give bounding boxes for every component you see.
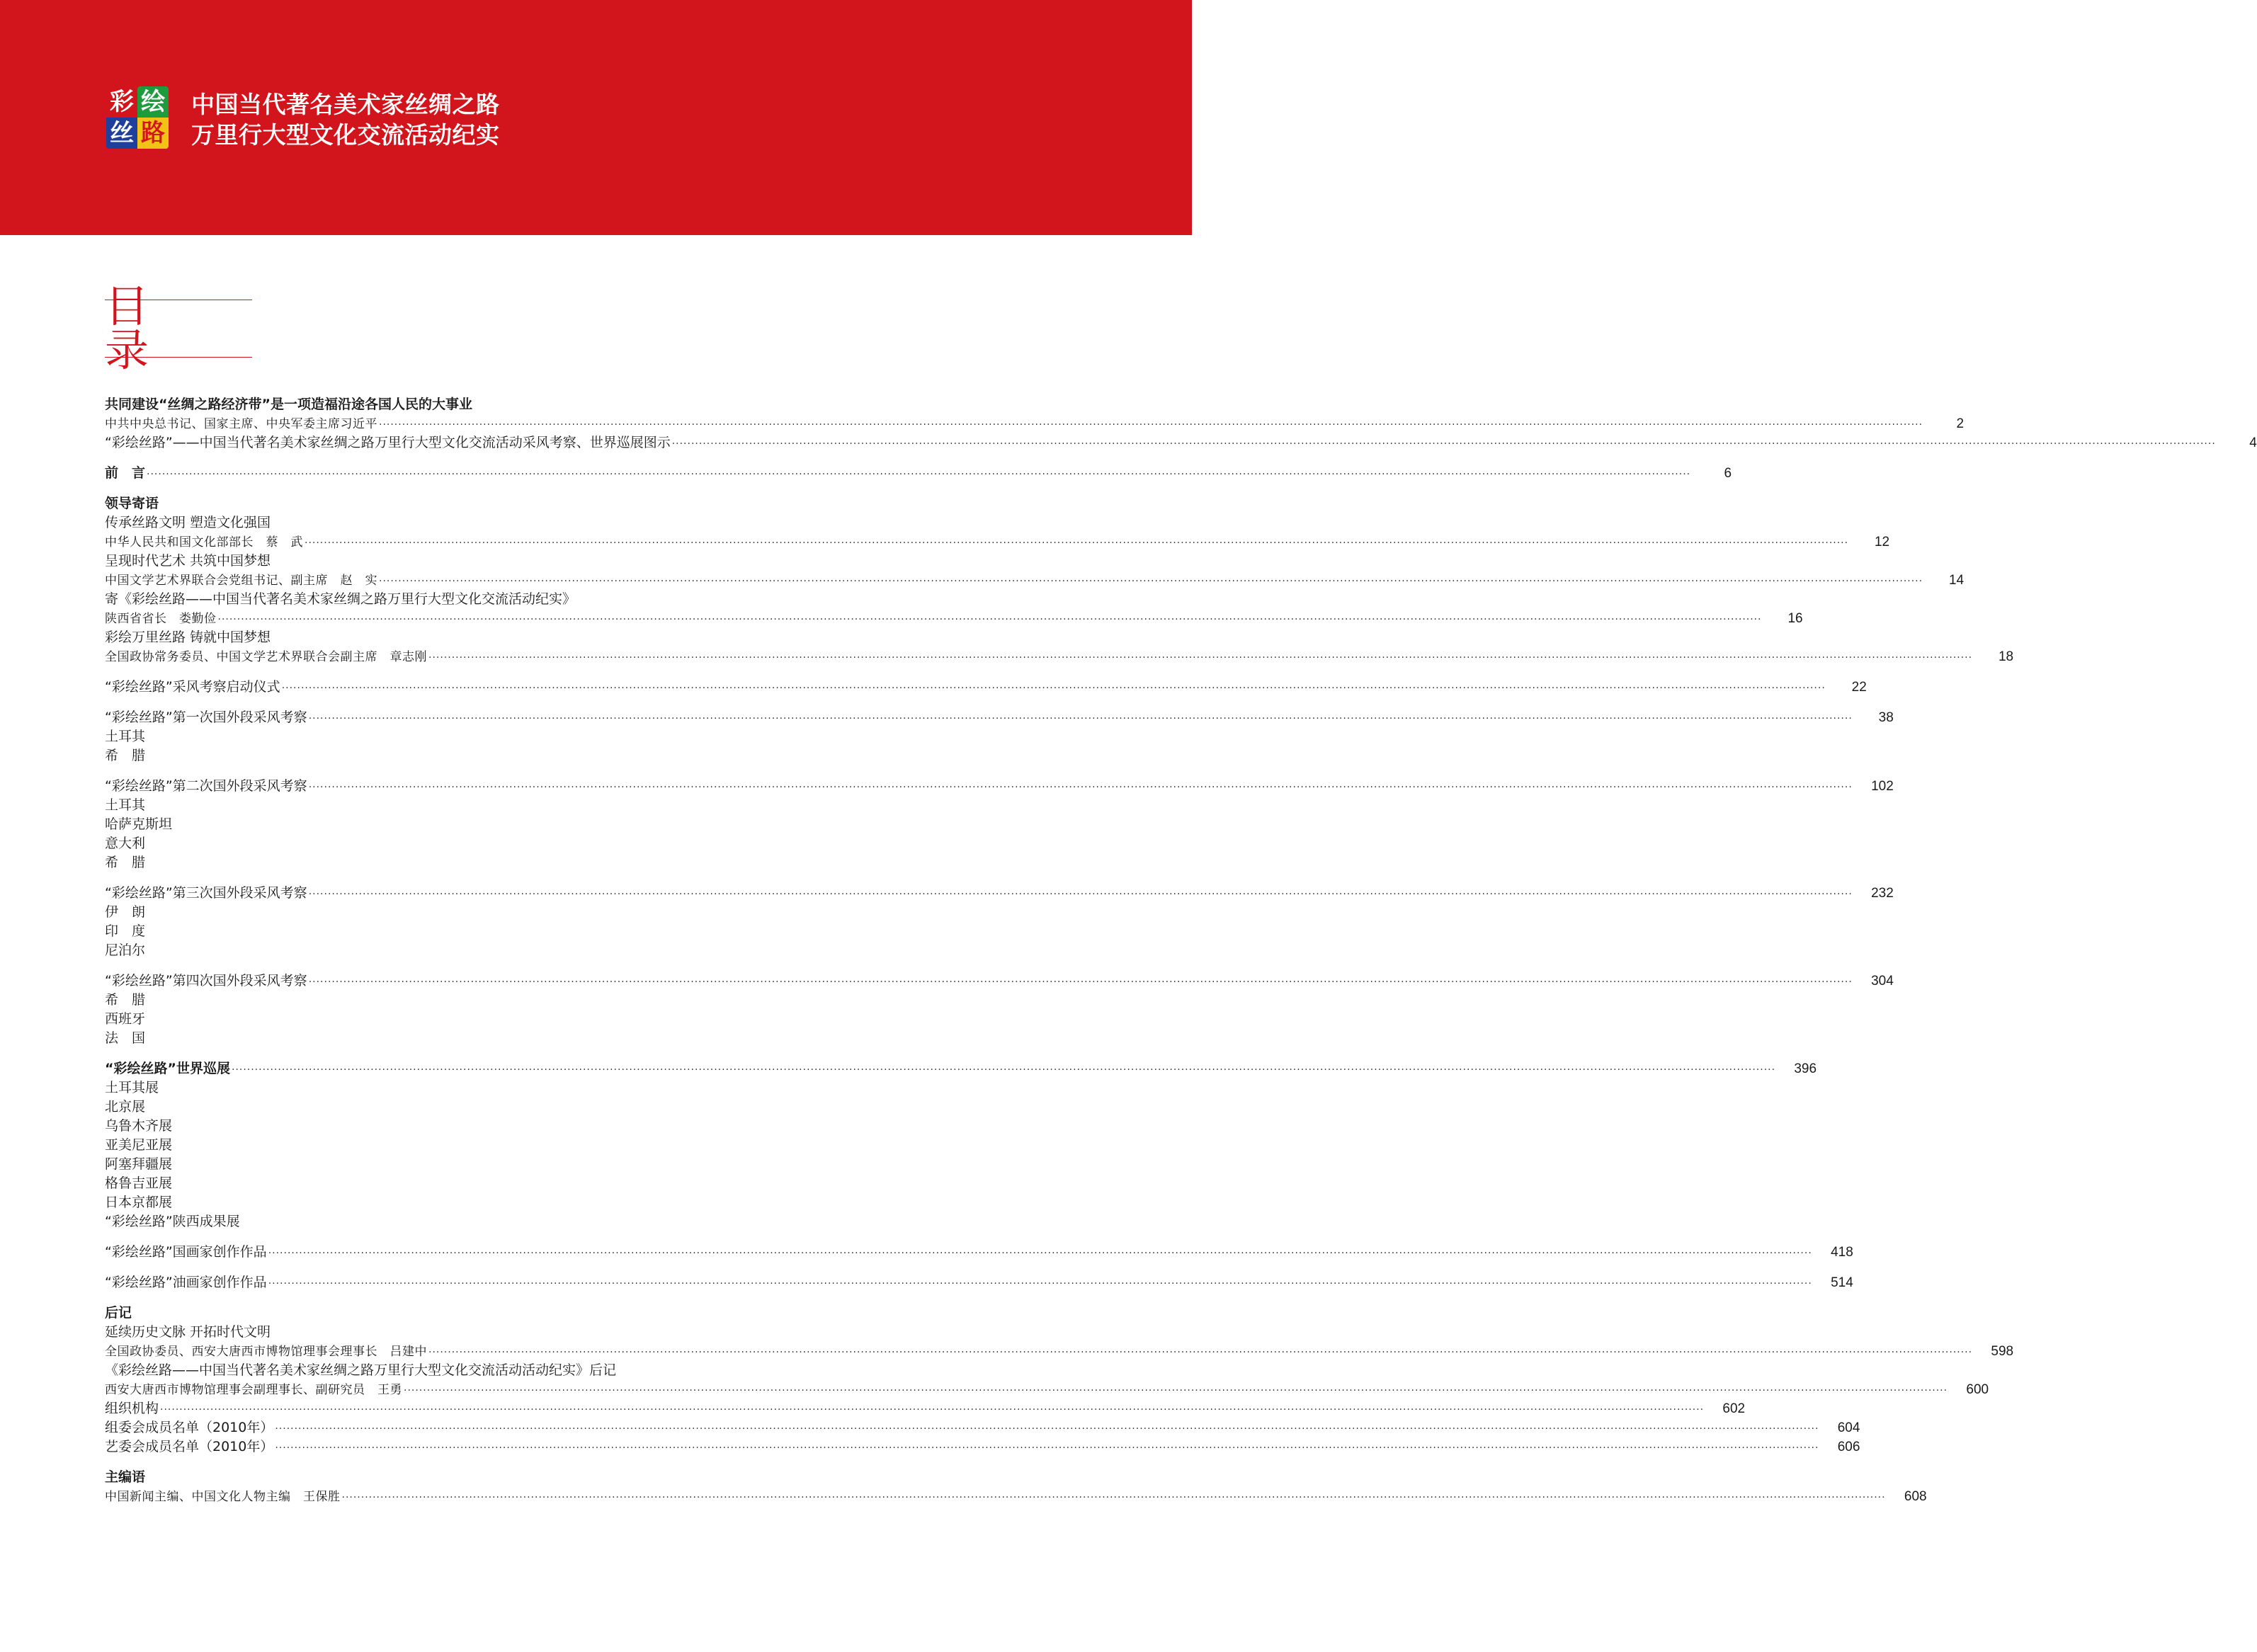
page-number: 604: [1837, 1420, 1860, 1435]
toc-subitem[interactable]: 西班牙: [105, 1011, 146, 1027]
toc-line[interactable]: [105, 1243, 1853, 1262]
table-of-contents: [105, 395, 2257, 1506]
logo-char: 彩: [110, 88, 134, 116]
toc-line[interactable]: [105, 628, 774, 647]
toc-subitem[interactable]: “彩绘丝路”陕西成果展: [105, 1214, 240, 1229]
toc-entry: [105, 777, 1894, 872]
page-number: 514: [1831, 1275, 1853, 1290]
leader-dots: ················································································································································································································································································································································································································: [268, 1278, 1812, 1289]
leader-dots: ················································································································································································································································································································································································································: [428, 652, 1973, 663]
header-title-line: 万里行大型文化交流活动纪实: [191, 121, 500, 149]
leader-dots: ················································································································································································································································································································································································································: [379, 419, 1923, 431]
toc-entry: [105, 1468, 1927, 1506]
toc-line[interactable]: [105, 590, 774, 609]
toc-subitem[interactable]: 哈萨克斯坦: [105, 816, 173, 832]
page-number: 4: [2249, 435, 2257, 450]
toc-title-text: “彩绘丝路”国画家创作作品: [105, 1244, 267, 1260]
leader-dots: ················································································································································································································································································································································································································: [160, 1404, 1705, 1415]
toc-title-text: “彩绘丝路”油画家创作作品: [105, 1275, 267, 1290]
page-number: 600: [1966, 1382, 1989, 1397]
toc-author-text: 陕西省省长 娄勤俭: [105, 612, 217, 626]
toc-line[interactable]: [105, 433, 2257, 452]
toc-subitem[interactable]: 尼泊尔: [105, 942, 146, 958]
leader-dots: ················································································································································································································································································································································································································: [305, 537, 1849, 549]
toc-subitem[interactable]: 希 腊: [105, 992, 146, 1008]
toc-entry: [105, 395, 2257, 452]
toc-line[interactable]: [105, 1342, 2014, 1361]
toc-line[interactable]: [105, 1380, 1989, 1399]
leader-dots: ················································································································································································································································································································································································································: [281, 683, 1826, 694]
toc-subitem[interactable]: 亚美尼亚展: [105, 1137, 173, 1153]
logo-char: 路: [137, 118, 169, 149]
page-number: 6: [1724, 466, 1732, 481]
toc-author-text: 西安大唐西市博物馆理事会副理事长、副研究员 王勇: [105, 1383, 402, 1397]
toc-subitem[interactable]: 格鲁吉亚展: [105, 1175, 173, 1191]
toc-line[interactable]: [105, 708, 1894, 727]
toc-title-text: 组委会成员名单（2010年）: [105, 1420, 274, 1435]
page-number: 22: [1851, 680, 1867, 695]
page-number: 418: [1831, 1245, 1853, 1260]
toc-subitem[interactable]: 阿塞拜疆展: [105, 1156, 173, 1172]
leader-dots: ················································································································································································································································································································································································································: [404, 1385, 1948, 1396]
leader-dots: ················································································································································································································································································································································································································: [308, 713, 1853, 724]
leader-dots: ················································································································································································································································································································································································································: [275, 1442, 1819, 1454]
page-number: 38: [1878, 710, 1894, 725]
toc-author-text: 中共中央总书记、国家主席、中央军委主席习近平: [105, 417, 377, 431]
leader-dots: ················································································································································································································································································································································································································: [275, 1423, 1819, 1435]
toc-line[interactable]: [105, 678, 1867, 697]
toc-line[interactable]: [105, 552, 774, 571]
toc-line[interactable]: [105, 1059, 1817, 1078]
toc-line[interactable]: [105, 1361, 774, 1380]
leader-dots: ················································································································································································································································································································································································································: [341, 1492, 1886, 1503]
page-number: 304: [1871, 974, 1894, 989]
leader-dots: ················································································································································································································································································································································································································: [308, 889, 1853, 900]
toc-line[interactable]: [105, 464, 1732, 483]
page-number: 232: [1871, 886, 1894, 901]
toc-subitem[interactable]: 土耳其: [105, 797, 146, 813]
toc-section-heading: 后记: [105, 1305, 132, 1321]
toc-author-text: 中国文学艺术界联合会党组书记、副主席 赵 实: [105, 574, 377, 588]
toc-subitem[interactable]: 北京展: [105, 1099, 146, 1115]
toc-title-text: 艺委会成员名单（2010年）: [105, 1439, 274, 1454]
toc-line[interactable]: [105, 647, 2014, 666]
toc-entry: [105, 494, 2014, 666]
toc-title-text: 共同建设“丝绸之路经济带”是一项造福沿途各国人民的大事业: [105, 397, 472, 412]
toc-line[interactable]: [105, 1273, 1853, 1292]
toc-title-text: 《彩绘丝路——中国当代著名美术家丝绸之路万里行大型文化交流活动活动纪实》后记: [105, 1362, 617, 1378]
toc-subitem[interactable]: 土耳其: [105, 729, 146, 744]
toc-title-text: “彩绘丝路”第二次国外段采风考察: [105, 778, 307, 794]
toc-entry: [105, 708, 1894, 765]
toc-subitem[interactable]: 伊 朗: [105, 904, 146, 920]
leader-dots: ················································································································································································································································································································································································································: [147, 469, 1691, 480]
toc-entry: [105, 464, 1732, 483]
toc-subitem[interactable]: 乌鲁木齐展: [105, 1118, 173, 1134]
page-number: 102: [1871, 779, 1894, 794]
page-number: 14: [1948, 573, 1965, 588]
toc-line[interactable]: [105, 1418, 1860, 1437]
toc-entry: [105, 1059, 1817, 1231]
page-number: 602: [1722, 1401, 1746, 1416]
toc-line[interactable]: [105, 884, 1894, 903]
toc-title-text: 彩绘万里丝路 铸就中国梦想: [105, 630, 271, 645]
toc-subitem[interactable]: 希 腊: [105, 748, 146, 763]
toc-author-text: 全国政协常务委员、中国文学艺术界联合会副主席 章志刚: [105, 650, 427, 664]
page-number: 12: [1874, 535, 1890, 549]
toc-entry: [105, 972, 1894, 1048]
toc-title-text: 组织机构: [105, 1401, 159, 1416]
header-banner: [0, 0, 1192, 235]
toc-entry: [105, 884, 1894, 960]
toc-author-text: 中国新闻主编、中国文化人物主编 王保胜: [105, 1490, 341, 1504]
toc-line[interactable]: [105, 777, 1894, 796]
toc-title-text: “彩绘丝路”采风考察启动仪式: [105, 679, 280, 695]
logo: [106, 86, 169, 149]
toc-entry: [105, 678, 1867, 697]
page-number: 606: [1837, 1440, 1860, 1454]
toc-section-heading: 领导寄语: [105, 496, 159, 511]
toc-author-text: 全国政协委员、西安大唐西市博物馆理事会理事长 吕建中: [105, 1345, 427, 1359]
header-title: [191, 89, 500, 150]
toc-line[interactable]: [105, 513, 774, 532]
toc-title-text: 传承丝路文明 塑造文化强国: [105, 515, 271, 530]
leader-dots: ················································································································································································································································································································································································································: [217, 614, 1762, 625]
toc-subitem[interactable]: 印 度: [105, 923, 146, 939]
toc-section-heading: 主编语: [105, 1469, 146, 1485]
toc-line[interactable]: [105, 571, 1965, 590]
leader-dots: ················································································································································································································································································································································································································: [231, 1064, 1776, 1076]
toc-title-text: “彩绘丝路”第三次国外段采风考察: [105, 885, 307, 901]
toc-line[interactable]: [105, 395, 774, 414]
toc-entry: [105, 1243, 1853, 1262]
toc-title-text: “彩绘丝路”世界巡展: [105, 1061, 230, 1076]
toc-subitem[interactable]: 土耳其展: [105, 1080, 159, 1095]
toc-heading: [105, 280, 252, 376]
leader-dots: ················································································································································································································································································································································································································: [671, 438, 2216, 450]
toc-entry: [105, 1304, 2014, 1457]
toc-title-text: 呈现时代艺术 共筑中国梦想: [105, 553, 271, 569]
toc-subitem[interactable]: 法 国: [105, 1030, 146, 1046]
page-number: 608: [1904, 1489, 1927, 1504]
toc-title: 目 录: [105, 280, 250, 376]
toc-line[interactable]: [105, 414, 1965, 433]
leader-dots: ················································································································································································································································································································································································································: [379, 576, 1923, 587]
toc-line[interactable]: [105, 609, 1803, 628]
logo-char: 丝: [106, 118, 137, 149]
toc-line[interactable]: [105, 1487, 1927, 1506]
toc-entry: [105, 1273, 1853, 1292]
page-number: 396: [1794, 1061, 1817, 1076]
page-number: 598: [1991, 1344, 2014, 1359]
toc-subitem[interactable]: 意大利: [105, 836, 146, 851]
toc-subitem[interactable]: 日本京都展: [105, 1195, 173, 1210]
toc-title-text: “彩绘丝路”——中国当代著名美术家丝绸之路万里行大型文化交流活动采风考察、世界巡展图示: [105, 435, 671, 450]
toc-title-text: 延续历史文脉 开拓时代文明: [105, 1324, 271, 1340]
toc-title-text: “彩绘丝路”第一次国外段采风考察: [105, 710, 307, 725]
leader-dots: ················································································································································································································································································································································································································: [308, 782, 1853, 793]
toc-line[interactable]: [105, 972, 1894, 991]
page-number: 2: [1956, 416, 1965, 431]
page-number: 16: [1787, 611, 1803, 626]
page-number: 18: [1998, 649, 2014, 664]
toc-line[interactable]: [105, 1323, 774, 1342]
toc-line[interactable]: [105, 1399, 1746, 1418]
toc-title-text: 前 言: [105, 465, 146, 481]
toc-subitem[interactable]: 希 腊: [105, 855, 146, 870]
toc-title-text: 寄《彩绘丝路——中国当代著名美术家丝绸之路万里行大型文化交流活动纪实》: [105, 591, 576, 607]
toc-author-text: 中华人民共和国文化部部长 蔡 武: [105, 535, 303, 549]
logo-char: 绘: [137, 86, 169, 118]
leader-dots: ················································································································································································································································································································································································································: [428, 1347, 1973, 1358]
toc-title-text: “彩绘丝路”第四次国外段采风考察: [105, 973, 307, 989]
leader-dots: ················································································································································································································································································································································································································: [268, 1248, 1812, 1259]
header-title-line: 中国当代著名美术家丝绸之路: [191, 91, 500, 118]
toc-line[interactable]: [105, 532, 1890, 552]
leader-dots: ················································································································································································································································································································································································································: [308, 976, 1853, 988]
toc-line[interactable]: [105, 1437, 1860, 1457]
